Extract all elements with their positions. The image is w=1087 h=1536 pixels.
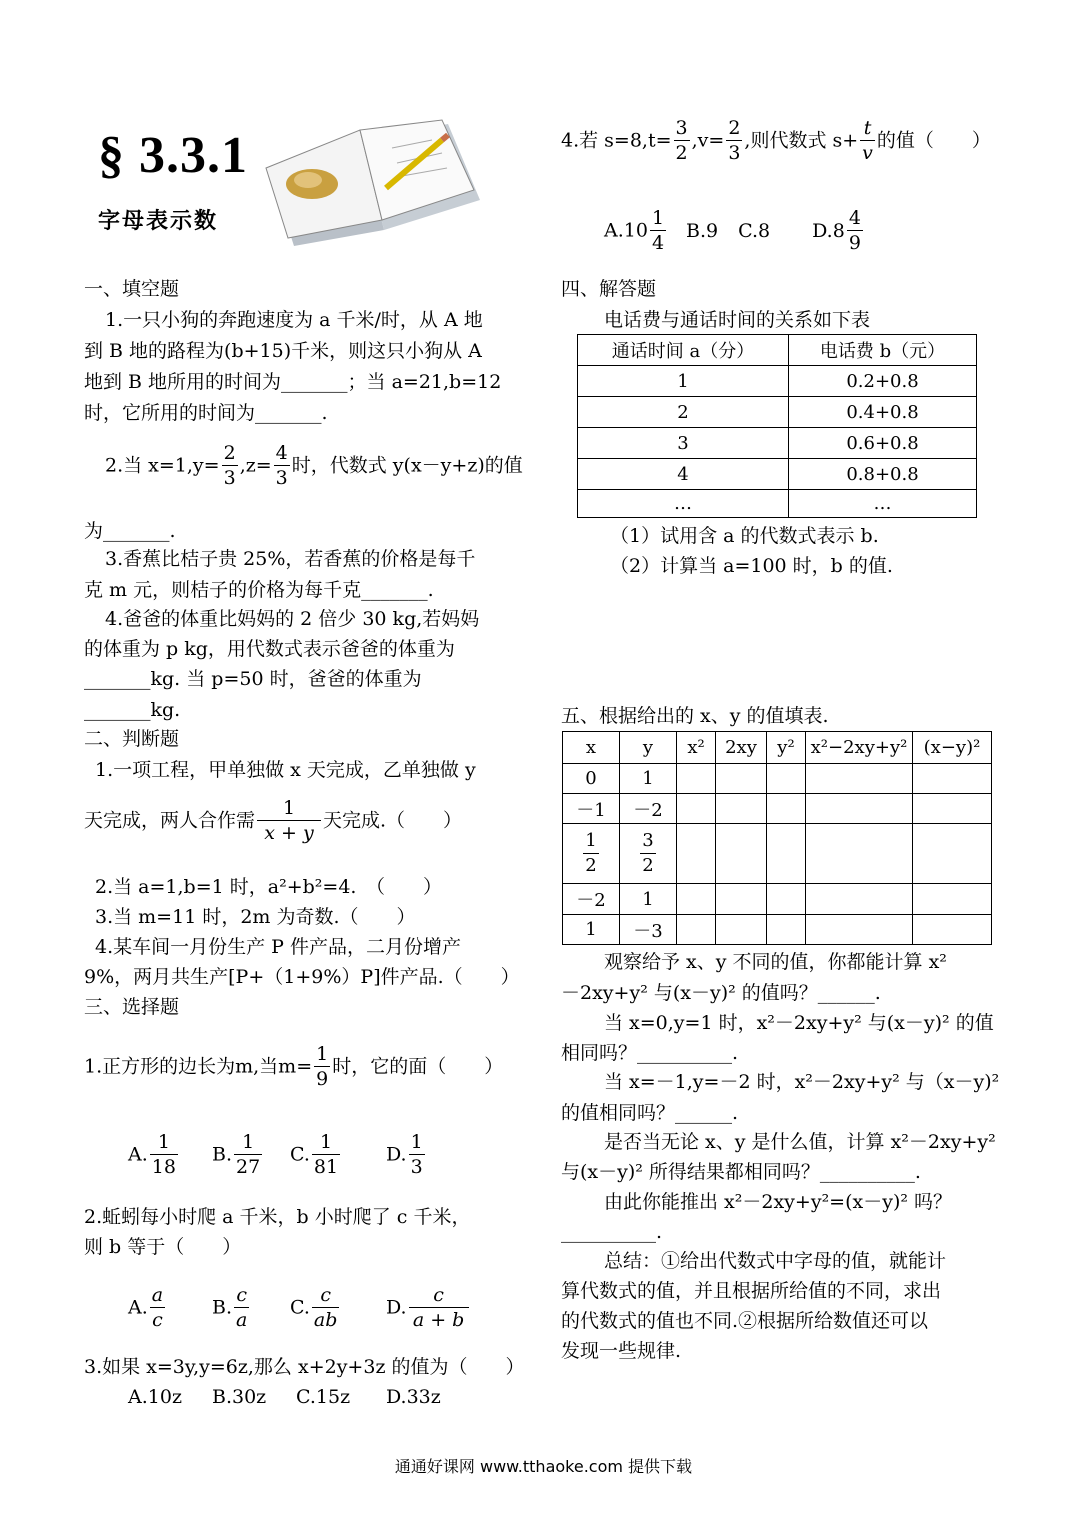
table-cell: [806, 824, 913, 884]
numerator: a: [151, 1284, 164, 1306]
table-cell: [677, 764, 716, 794]
table-header-row: [578, 335, 977, 366]
option-label: D.: [386, 1143, 407, 1166]
numerator: 2: [728, 117, 741, 139]
table-cell: 0.6+0.8: [789, 428, 977, 459]
option-label: B.: [212, 1143, 233, 1166]
table-row: [563, 824, 992, 884]
table-header: (x−y)²: [913, 732, 992, 764]
fraction: [257, 796, 321, 845]
table-cell: 2: [578, 397, 789, 428]
p1-q4-line3: _______kg. 当 p=50 时，爸爸的体重为: [84, 668, 422, 690]
table-cell: [677, 794, 716, 824]
numerator: 1: [651, 207, 665, 229]
table-cell: [806, 884, 913, 915]
table-header: x²: [677, 732, 716, 764]
p3-q4-line1: [561, 116, 991, 165]
part5-obs5-line1: 由此你能推出 x²－2xy+y²=(x－y)² 吗？: [604, 1191, 953, 1213]
fraction: [847, 206, 863, 255]
part4-intro: 电话费与通话时间的关系如下表: [604, 309, 871, 331]
numerator: 1: [257, 796, 321, 821]
p3-q3-option-d: D.33z: [386, 1386, 441, 1408]
denominator: 2: [642, 855, 654, 876]
denominator: c: [152, 1309, 163, 1331]
p2-q1-prefix: 天完成，两人合作需: [84, 809, 256, 832]
table-header-row: [563, 732, 992, 764]
part4-sub2: （2）计算当 a=100 时，b 的值.: [610, 555, 893, 577]
denominator: 3: [728, 142, 741, 164]
fraction: [150, 1283, 165, 1332]
table-cell: [716, 794, 767, 824]
p1-q2-line2: 为_______.: [84, 520, 176, 542]
table-row: [563, 915, 992, 945]
p3-q2-option-d: [386, 1283, 471, 1332]
table-cell: …: [789, 490, 977, 518]
numerator: 1: [234, 1130, 262, 1155]
part4-sub1: （1）试用含 a 的代数式表示 b.: [610, 525, 879, 547]
table-cell: 3: [578, 428, 789, 459]
denominator: 2: [585, 855, 597, 876]
numerator: 1: [312, 1130, 340, 1155]
table-cell: [767, 884, 806, 915]
table-cell: [620, 824, 677, 884]
numerator: t: [860, 116, 875, 141]
part5-obs4-line2: 与(x－y)² 所得结果都相同吗？__________.: [561, 1161, 921, 1183]
table-cell: 0.2+0.8: [789, 366, 977, 397]
table-header: y²: [767, 732, 806, 764]
part5-obs3-line2: 的值相同吗？______.: [561, 1102, 739, 1124]
p2-q4-line2: 9%，两月共生产[P+（1+9%）P]件产品.（ ）: [84, 966, 520, 988]
table-cell: [806, 764, 913, 794]
table-cell: [716, 915, 767, 945]
p3-q2-line2: 则 b 等于（ ）: [84, 1236, 242, 1258]
p3-q1-option-d: [386, 1130, 427, 1179]
table-cell: 0.4+0.8: [789, 397, 977, 428]
part5-summary-line3: 的代数式的值也不同.②根据所给数值还可以: [561, 1310, 929, 1332]
numerator: 1: [316, 1043, 329, 1065]
denominator: 3: [223, 467, 236, 489]
fraction: [234, 1283, 249, 1332]
table-cell: [806, 794, 913, 824]
table-cell: …: [578, 490, 789, 518]
table-row: [578, 459, 977, 490]
p1-q1-line2: 到 B 地的路程为(b+15)千米，则这只小狗从 A: [84, 340, 482, 362]
fraction: [314, 1042, 330, 1091]
fraction: [650, 206, 666, 255]
p1-q2-suffix: 时，代数式 y(x－y+z)的值: [291, 454, 523, 477]
table-row: [578, 397, 977, 428]
p2-q2: 2.当 a=1,b=1 时，a²+b²=4. （ ）: [95, 876, 442, 898]
table-header: x²−2xy+y²: [806, 732, 913, 764]
denominator: a: [236, 1309, 248, 1331]
part1-title: 一、填空题: [84, 278, 180, 300]
fraction: [674, 116, 690, 165]
table-row: [578, 490, 977, 518]
table-cell: 1: [620, 764, 677, 794]
denominator: v: [862, 142, 873, 164]
p3-q2-option-a: [128, 1283, 167, 1332]
table-cell: [767, 824, 806, 884]
table-cell: [563, 824, 620, 884]
p3-q1-line1: [84, 1042, 503, 1091]
numerator: c: [234, 1283, 249, 1308]
p3-q1-option-c: [290, 1130, 342, 1179]
p1-q4-line2: 的体重为 p kg，用代数式表示爸爸的体重为: [84, 638, 455, 660]
table-cell: [677, 915, 716, 945]
p3-q3-option-b: B.30z: [212, 1386, 267, 1408]
p3-q2-option-b: [212, 1283, 251, 1332]
table-cell: －1: [563, 794, 620, 824]
table-cell: 1: [620, 884, 677, 915]
fraction: [150, 1130, 178, 1179]
p3-q4-mid2: ,则代数式 s+: [744, 129, 859, 152]
fraction: [274, 441, 290, 490]
option-c: C.8: [738, 219, 771, 242]
part5-obs4-line1: 是否当无论 x、y 是什么值，计算 x²－2xy+y²: [604, 1131, 996, 1153]
table-cell: [913, 794, 992, 824]
p1-q2-line1: [105, 441, 523, 490]
footer-download-note: 通通好课网 www.tthaoke.com 提供下载: [394, 1457, 693, 1476]
section-subtitle: 字母表示数: [98, 208, 219, 234]
fraction: [234, 1130, 262, 1179]
p3-q3-line1: 3.如果 x=3y,y=6z,那么 x+2y+3z 的值为（ ）: [84, 1356, 525, 1378]
table-cell: [716, 824, 767, 884]
part5-summary-line1: 总结：①给出代数式中字母的值，就能计: [604, 1250, 947, 1272]
option-label: B.: [212, 1296, 233, 1319]
part5-obs1-line1: 观察给予 x、y 不同的值，你都能计算 x²: [604, 951, 947, 973]
p3-q4-options: [604, 206, 865, 255]
p1-q1-line4: 时，它所用的时间为_______.: [84, 402, 328, 424]
part5-title: 五、根据给出的 x、y 的值填表.: [561, 705, 829, 727]
p3-q1-suffix: 时，它的面（ ）: [332, 1055, 504, 1078]
p2-q4-line1: 4.某车间一月份生产 P 件产品，二月份增产: [95, 936, 461, 958]
p3-q2-line1: 2.蚯蚓每小时爬 a 千米，b 小时爬了 c 千米，: [84, 1206, 471, 1228]
book-with-pencil-image: [252, 118, 484, 246]
table-header: 电话费 b（元）: [789, 335, 977, 366]
table-row: [578, 366, 977, 397]
part3-title: 三、选择题: [84, 996, 180, 1018]
p1-q4-line4: _______kg.: [84, 699, 181, 721]
option-label: C.: [290, 1143, 310, 1166]
table-row: [563, 764, 992, 794]
p3-q2-option-c: [290, 1283, 341, 1332]
numerator: 1: [150, 1130, 178, 1155]
table-cell: －2: [563, 884, 620, 915]
table-cell: 1: [563, 915, 620, 945]
fraction: [409, 1283, 469, 1332]
numerator: 1: [583, 829, 598, 854]
table-cell: [913, 824, 992, 884]
denominator: 81: [313, 1156, 339, 1178]
table-header: y: [620, 732, 677, 764]
table-cell: [677, 824, 716, 884]
table-cell: [913, 764, 992, 794]
denominator: x + y: [264, 822, 314, 844]
table-header: x: [563, 732, 620, 764]
denominator: a + b: [412, 1309, 465, 1331]
denominator: ab: [313, 1309, 338, 1331]
p1-q2-mid: ,z=: [239, 454, 272, 477]
xy-fill-table: [562, 731, 992, 945]
denominator: 9: [316, 1068, 329, 1090]
part5-obs2-line2: 相同吗？__________.: [561, 1042, 739, 1064]
p3-q3-option-a: A.10z: [128, 1386, 182, 1408]
numerator: 3: [640, 829, 655, 854]
table-cell: 0.8+0.8: [789, 459, 977, 490]
table-cell: [767, 794, 806, 824]
table-cell: －3: [620, 915, 677, 945]
part5-obs3-line1: 当 x=－1,y=－2 时，x²－2xy+y² 与（x－y)²: [604, 1071, 1000, 1093]
part5-summary-line4: 发现一些规律.: [561, 1340, 682, 1362]
denominator: 9: [848, 232, 861, 254]
table-cell: －2: [620, 794, 677, 824]
p3-q1-option-b: [212, 1130, 264, 1179]
option-a-label: A.10: [604, 219, 648, 242]
p2-q1-suffix: 天完成.（ ）: [323, 809, 463, 832]
table-cell: [716, 884, 767, 915]
option-label: D.: [386, 1296, 407, 1319]
p1-q3-line1: 3.香蕉比桔子贵 25%，若香蕉的价格是每千: [105, 548, 476, 570]
table-cell: [716, 764, 767, 794]
p3-q4-mid: ,v=: [691, 129, 725, 152]
table-cell: [767, 764, 806, 794]
p1-q4-line1: 4.爸爸的体重比妈妈的 2 倍少 30 kg,若妈妈: [105, 608, 480, 630]
table-header: 2xy: [716, 732, 767, 764]
denominator: 18: [151, 1156, 176, 1178]
option-d-label: D.8: [812, 219, 845, 242]
p3-q3-option-c: C.15z: [296, 1386, 351, 1408]
part4-title: 四、解答题: [561, 278, 657, 300]
fraction: [583, 829, 598, 878]
table-cell: [913, 884, 992, 915]
option-label: A.: [128, 1143, 148, 1166]
fraction: [409, 1130, 425, 1179]
part5-summary-line2: 算代数式的值，并且根据所给值的不同，求出: [561, 1280, 942, 1302]
denominator: 3: [410, 1156, 423, 1178]
table-cell: [913, 915, 992, 945]
table-cell: 4: [578, 459, 789, 490]
table-header: 通话时间 a（分）: [578, 335, 789, 366]
table-cell: 0: [563, 764, 620, 794]
option-b: B.9: [686, 219, 719, 242]
table-cell: 1: [578, 366, 789, 397]
part5-obs2-line1: 当 x=0,y=1 时，x²－2xy+y² 与(x－y)² 的值: [604, 1012, 994, 1034]
fraction: [726, 116, 742, 165]
numerator: c: [409, 1283, 469, 1308]
numerator: c: [312, 1283, 340, 1308]
option-label: A.: [128, 1296, 148, 1319]
fraction: [860, 116, 875, 165]
part5-obs5-line2: __________.: [561, 1221, 663, 1243]
table-cell: [677, 884, 716, 915]
table-row: [563, 794, 992, 824]
p1-q2-prefix: 2.当 x=1,y=: [105, 454, 220, 477]
p2-q1-line2: [84, 796, 462, 845]
fraction: [640, 829, 655, 878]
phone-fee-table: [577, 334, 977, 518]
numerator: 4: [275, 442, 288, 464]
fraction: [312, 1130, 340, 1179]
p2-q3: 3.当 m=11 时，2m 为奇数.（ ）: [95, 906, 416, 928]
denominator: 4: [651, 232, 665, 254]
option-label: C.: [290, 1296, 310, 1319]
numerator: 4: [848, 207, 861, 229]
numerator: 1: [410, 1131, 423, 1153]
table-cell: [806, 915, 913, 945]
p1-q1-line1: 1.一只小狗的奔跑速度为 a 千米/时，从 A 地: [105, 309, 483, 331]
table-row: [578, 428, 977, 459]
p3-q1-prefix: 1.正方形的边长为m,当m=: [84, 1055, 313, 1078]
p2-q1-line1: 1.一项工程，甲单独做 x 天完成，乙单独做 y: [95, 759, 476, 781]
p1-q1-line3: 地到 B 地所用的时间为_______；当 a=21,b=12: [84, 371, 502, 393]
p3-q4-suffix: 的值（ ）: [876, 129, 991, 152]
denominator: 27: [236, 1156, 261, 1178]
numerator: 3: [675, 117, 688, 139]
p3-q4-prefix: 4.若 s=8,t=: [561, 129, 672, 152]
fraction: [312, 1283, 340, 1332]
part2-title: 二、判断题: [84, 728, 180, 750]
part5-obs1-line2: －2xy+y² 与(x－y)² 的值吗？______.: [561, 982, 881, 1004]
section-number: § 3.3.1: [98, 127, 248, 184]
fraction: [222, 441, 238, 490]
table-row: [563, 884, 992, 915]
p3-q1-option-a: [128, 1130, 180, 1179]
numerator: 2: [223, 442, 236, 464]
p1-q3-line2: 克 m 元，则桔子的价格为每千克_______.: [84, 579, 434, 601]
table-cell: [767, 915, 806, 945]
denominator: 3: [275, 467, 288, 489]
denominator: 2: [675, 142, 688, 164]
